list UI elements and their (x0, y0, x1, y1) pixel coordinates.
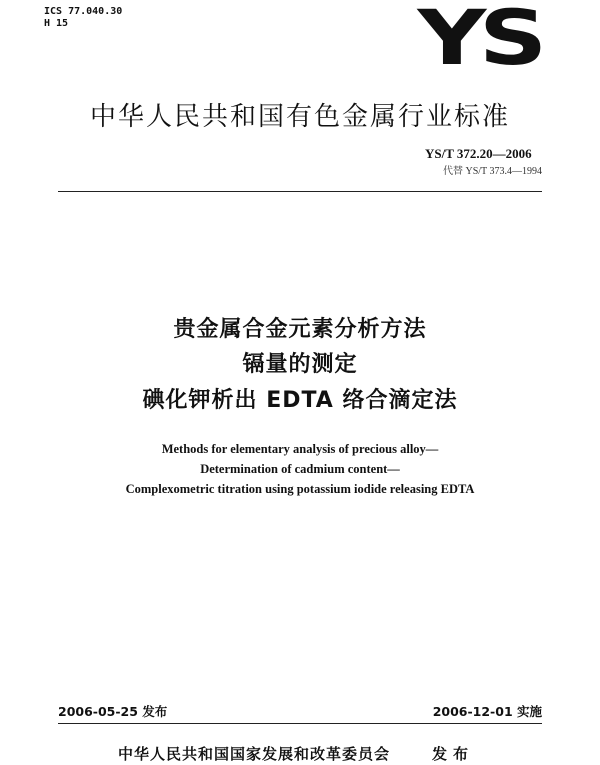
standard-type-title: 中华人民共和国有色金属行业标准 (89, 102, 510, 132)
issuing-authority: 中华人民共和国国家发展和改革委员会 (118, 745, 391, 763)
standard-number: YS/T 372.20—2006 (425, 146, 532, 161)
publish-date: 2006-05-25 发布 (58, 704, 168, 719)
issue-label: 发布 (432, 745, 475, 763)
ys-logo: YS (417, 0, 540, 82)
chinese-title-line-3: 碘化钾析出 EDTA 络合滴定法 (142, 388, 458, 413)
chinese-title-line-1: 贵金属合金元素分析方法 (173, 317, 427, 342)
classification-codes (44, 6, 122, 30)
ics-code: ICS 77.040.30 (44, 6, 123, 17)
english-title-line-3: Complexometric titration using potassium iodide releasing EDTA (125, 482, 475, 496)
english-title-line-1: Methods for elementary analysis of precious alloy— (161, 442, 439, 456)
effective-date: 2006-12-01 实施 (432, 704, 542, 719)
replaces-note: 代替 YS/T 373.4—1994 (443, 166, 542, 177)
top-divider (58, 191, 542, 192)
category-code: H 15 (44, 18, 69, 29)
standard-code-block (425, 146, 542, 177)
chinese-title-line-2: 镉量的测定 (242, 352, 358, 377)
bottom-divider (58, 723, 542, 724)
english-title-line-2: Determination of cadmium content— (200, 462, 400, 476)
